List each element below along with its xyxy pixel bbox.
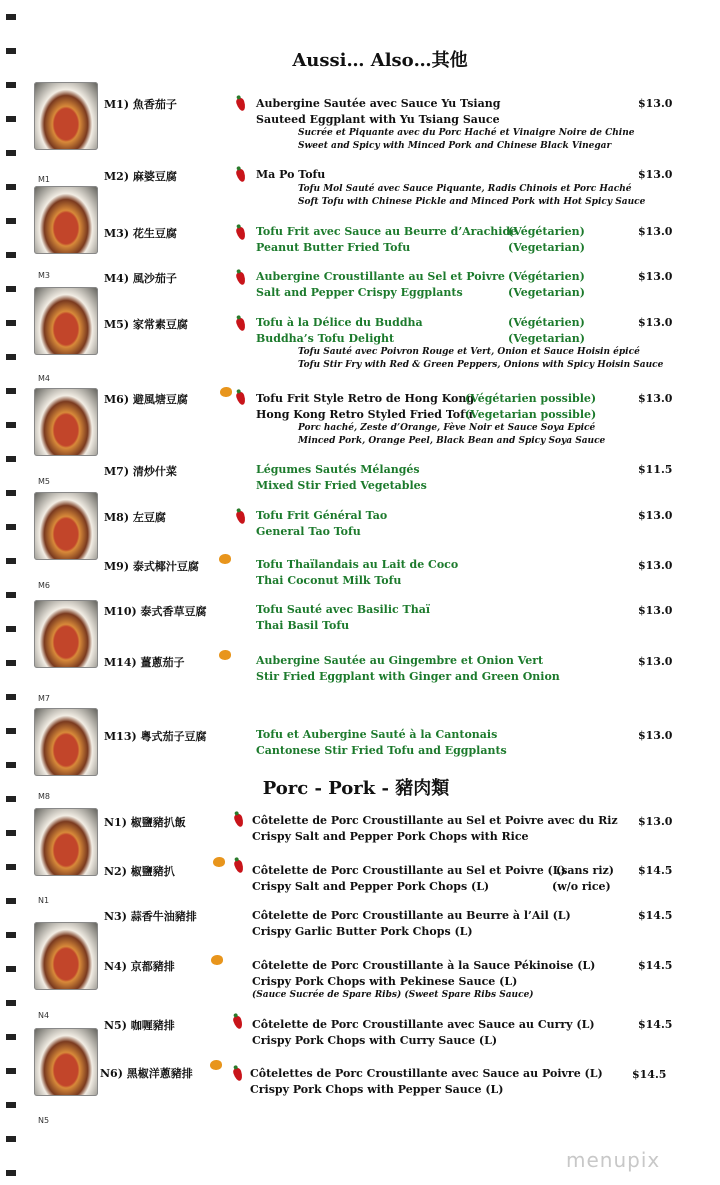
dish-photo [34, 1028, 98, 1096]
item-desc-fr: (Sauce Sucrée de Spare Ribs) (Sweet Spare Ribs Sauce) [252, 990, 534, 1000]
peanut-icon [220, 387, 232, 397]
peanut-icon [219, 650, 231, 660]
item-code: M13) 粵式茄子豆腐 [104, 730, 207, 743]
vegetarian-tag-en: (Vegetarian) [508, 241, 585, 254]
item-price: $13.0 [638, 815, 673, 828]
peanut-icon [219, 554, 231, 564]
item-name-en: Crispy Pork Chops with Pekinese Sauce (L) [252, 975, 518, 988]
dish-photo [34, 922, 98, 990]
chili-pepper-icon [232, 1015, 244, 1030]
item-code: M5) 家常素豆腐 [104, 318, 188, 331]
peanut-icon [210, 1060, 222, 1070]
item-name-en: Hong Kong Retro Styled Fried Tofu [256, 408, 473, 421]
item-price: $14.5 [632, 1068, 667, 1081]
photo-label: N1 [38, 896, 50, 905]
item-code: M3) 花生豆腐 [104, 227, 177, 240]
item-code: M8) 左豆腐 [104, 511, 166, 524]
item-price: $14.5 [638, 864, 673, 877]
item-price: $13.0 [638, 168, 673, 181]
item-name-fr: Aubergine Sautée au Gingembre et Onion Vert [256, 654, 544, 667]
item-name-fr: Côtelettes de Porc Croustillante avec Sauce au Poivre (L) [250, 1067, 603, 1080]
section-title-pork: Porc - Pork - 豬肉類 [262, 778, 450, 799]
item-code: M7) 清炒什菜 [104, 465, 177, 478]
chili-pepper-icon [235, 168, 247, 183]
item-name-fr: Tofu et Aubergine Sauté à la Cantonais [256, 728, 498, 741]
item-price: $11.5 [638, 463, 673, 476]
item-price: $13.0 [638, 559, 673, 572]
item-desc-en: Soft Tofu with Chinese Pickle and Minced Pork with Hot Spicy Sauce [298, 197, 646, 207]
chili-pepper-icon [233, 859, 245, 874]
item-price: $13.0 [638, 270, 673, 283]
chili-pepper-icon [232, 1067, 244, 1082]
item-name-fr: Côtelette de Porc Croustillante à la Sauce Pékinoise (L) [252, 959, 596, 972]
photo-label: M8 [38, 792, 50, 801]
item-name-en: Stir Fried Eggplant with Ginger and Green Onion [256, 670, 560, 683]
item-code: N5) 咖喱豬排 [104, 1019, 175, 1032]
item-name-fr: Tofu Frit avec Sauce au Beurre d’Arachide [256, 225, 518, 238]
spiral-binding [6, 0, 16, 1185]
item-name-en: Mixed Stir Fried Vegetables [256, 479, 427, 492]
item-price: $14.5 [638, 1018, 673, 1031]
dish-photo [34, 388, 98, 456]
dish-photo [34, 82, 98, 150]
photo-label: M6 [38, 581, 50, 590]
item-code: M10) 泰式香草豆腐 [104, 605, 207, 618]
item-name-fr: Tofu Thaïlandais au Lait de Coco [256, 558, 459, 571]
item-price: $14.5 [638, 959, 673, 972]
item-desc-fr: Porc haché, Zeste d’Orange, Fève Noir et Sauce Soya Epicé [298, 423, 596, 433]
item-code: M4) 風沙茄子 [104, 272, 177, 285]
item-code: M14) 薑蔥茄子 [104, 656, 185, 669]
item-name-en: Cantonese Stir Fried Tofu and Eggplants [256, 744, 507, 757]
item-desc-en: Minced Pork, Orange Peel, Black Bean and Spicy Soya Sauce [298, 436, 606, 446]
item-name-en: Crispy Garlic Butter Pork Chops (L) [252, 925, 473, 938]
item-price: $13.0 [638, 655, 673, 668]
item-desc-en: Tofu Stir Fry with Red & Green Peppers, Onions with Spicy Hoisin Sauce [298, 360, 664, 370]
rice-tag-fr: (sans riz) [556, 864, 614, 877]
item-price: $13.0 [638, 604, 673, 617]
vegetarian-tag-fr: (Végétarien) [508, 225, 585, 238]
item-name-en: General Tao Tofu [256, 525, 361, 538]
vegetarian-tag-en: (Vegetarian) [508, 286, 585, 299]
item-code: N4) 京都豬排 [104, 960, 175, 973]
item-price: $14.5 [638, 909, 673, 922]
item-name-fr: Tofu à la Délice du Buddha [256, 316, 423, 329]
item-name-en: Peanut Butter Fried Tofu [256, 241, 411, 254]
item-name-fr: Côtelette de Porc Croustillante avec Sauce au Curry (L) [252, 1018, 595, 1031]
item-name-fr: Ma Po Tofu [256, 168, 326, 181]
item-name-en: Crispy Salt and Pepper Pork Chops with Rice [252, 830, 529, 843]
item-name-en: Buddha’s Tofu Delight [256, 332, 395, 345]
vegetarian-tag-en: (Vegetarian possible) [465, 408, 597, 421]
item-desc-fr: Tofu Sauté avec Poivron Rouge et Vert, Onion et Sauce Hoisin épicé [298, 347, 640, 357]
vegetarian-tag-fr: (Végétarien) [508, 270, 585, 283]
chili-pepper-icon [233, 813, 245, 828]
item-price: $13.0 [638, 729, 673, 742]
vegetarian-tag-fr: (Végétarien possible) [465, 392, 597, 405]
photo-label: N4 [38, 1011, 50, 1020]
item-price: $13.0 [638, 392, 673, 405]
item-price: $13.0 [638, 316, 673, 329]
item-name-en: Thai Basil Tofu [256, 619, 350, 632]
dish-photo [34, 186, 98, 254]
dish-photo [34, 808, 98, 876]
chili-pepper-icon [235, 391, 247, 406]
item-name-fr: Tofu Frit Général Tao [256, 509, 388, 522]
chili-pepper-icon [235, 226, 247, 241]
item-desc-fr: Tofu Mol Sauté avec Sauce Piquante, Radis Chinois et Porc Haché [298, 184, 632, 194]
photo-label: M5 [38, 477, 50, 486]
item-price: $13.0 [638, 225, 673, 238]
item-name-en: Crispy Pork Chops with Pepper Sauce (L) [250, 1083, 504, 1096]
item-code: M2) 麻婆豆腐 [104, 170, 177, 183]
item-name-fr: Côtelette de Porc Croustillante au Sel et Poivre (L) [252, 864, 566, 877]
item-name-fr: Tofu Sauté avec Basilic Thaï [256, 603, 431, 616]
item-code: N1) 椒鹽豬扒飯 [104, 816, 186, 829]
photo-label: M4 [38, 374, 50, 383]
chili-pepper-icon [235, 271, 247, 286]
dish-photo [34, 708, 98, 776]
item-code: M1) 魚香茄子 [104, 98, 177, 111]
item-name-en: Sauteed Eggplant with Yu Tsiang Sauce [256, 113, 500, 126]
item-name-en: Thai Coconut Milk Tofu [256, 574, 402, 587]
peanut-icon [211, 955, 223, 965]
item-desc-fr: Sucrée et Piquante avec du Porc Haché et Vinaigre Noire de Chine [298, 128, 635, 138]
photo-label: M1 [38, 175, 50, 184]
item-code: N6) 黑椒洋蔥豬排 [100, 1067, 193, 1080]
item-name-fr: Aubergine Sautée avec Sauce Yu Tsiang [256, 97, 501, 110]
item-desc-en: Sweet and Spicy with Minced Pork and Chinese Black Vinegar [298, 141, 612, 151]
item-name-en: Crispy Salt and Pepper Pork Chops (L) [252, 880, 490, 893]
item-code: M9) 泰式椰汁豆腐 [104, 560, 199, 573]
item-price: $13.0 [638, 509, 673, 522]
item-name-fr: Côtelette de Porc Croustillante au Beurre à l’Ail (L) [252, 909, 571, 922]
rice-tag-en: (w/o rice) [552, 880, 611, 893]
item-name-en: Crispy Pork Chops with Curry Sauce (L) [252, 1034, 498, 1047]
item-name-fr: Tofu Frit Style Retro de Hong Kong [256, 392, 475, 405]
section-title-also: Aussi… Also…其他 [292, 50, 468, 71]
vegetarian-tag-fr: (Végétarien) [508, 316, 585, 329]
item-code: N2) 椒鹽豬扒 [104, 865, 175, 878]
photo-label: M7 [38, 694, 50, 703]
peanut-icon [213, 857, 225, 867]
item-name-fr: Légumes Sautés Mélangés [256, 463, 420, 476]
dish-photo [34, 287, 98, 355]
watermark-logo: menupix [566, 1148, 661, 1172]
item-code: M6) 避風塘豆腐 [104, 393, 188, 406]
photo-label: M3 [38, 271, 50, 280]
chili-pepper-icon [235, 317, 247, 332]
item-name-fr: Aubergine Croustillante au Sel et Poivre [256, 270, 505, 283]
dish-photo [34, 492, 98, 560]
chili-pepper-icon [235, 97, 247, 112]
item-name-fr: Côtelette de Porc Croustillante au Sel et Poivre avec du Riz [252, 814, 618, 827]
item-name-en: Salt and Pepper Crispy Eggplants [256, 286, 463, 299]
dish-photo [34, 600, 98, 668]
vegetarian-tag-en: (Vegetarian) [508, 332, 585, 345]
photo-label: N5 [38, 1116, 50, 1125]
item-price: $13.0 [638, 97, 673, 110]
chili-pepper-icon [235, 510, 247, 525]
item-code: N3) 蒜香牛油豬排 [104, 910, 197, 923]
